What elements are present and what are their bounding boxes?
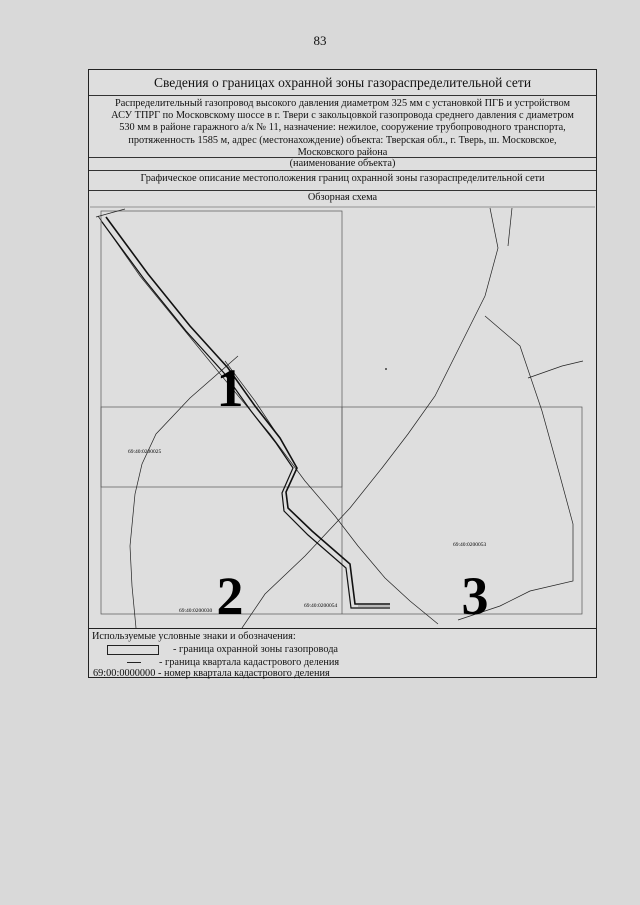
legend-title: Используемые условные знаки и обозначения: [92, 631, 296, 642]
legend-item-text: - номер квартала кадастрового деления [157, 668, 330, 679]
legend-item-text: - граница квартала кадастрового деления [159, 657, 340, 668]
overview-scheme-map [90, 206, 595, 628]
description-line: Московского района [297, 146, 388, 158]
description-line: Распределительный газопровод высокого давления диаметром 325 мм с установкой ПГБ и устройством [114, 98, 571, 109]
graphic-description-title: Графическое описание местоположения границ охранной зоны газораспределительной сети [89, 171, 596, 191]
sheet-1-frame [101, 211, 342, 487]
sheet-label-2: 2 [216, 566, 244, 626]
cadastral-label: 69:40:0200030 [179, 608, 213, 614]
cadastral-boundary-symbol [127, 662, 141, 663]
legend-item-text: - граница охранной зоны газопровода [173, 644, 339, 655]
protection-zone-boundary [106, 217, 390, 604]
object-name-caption: (наименование объекта) [89, 158, 596, 171]
sheet-label-3: 3 [461, 566, 489, 626]
sheet-label-1: 1 [216, 358, 244, 418]
cadastral-label: 69:40:0200054 [304, 603, 338, 609]
description-line: 530 мм в районе гаражного а/к № 11, назначение: нежилое, сооружение трубопроводного транспорта, [119, 122, 566, 134]
legend-item-protection-zone [93, 644, 338, 655]
overview-scheme-title: Обзорная схема [307, 192, 378, 203]
cadastral-number-symbol: 69:00:0000000 [93, 668, 156, 679]
legend-item-cadastral-boundary [93, 657, 339, 668]
sheet-2-3-frame [101, 407, 582, 614]
cadastral-boundary [96, 209, 125, 217]
document-frame [88, 69, 597, 678]
description-line: АСУ ТПРГ по Московскому шоссе в г. Твери с закольцовкой газопровода среднего давления с диаметром [111, 110, 574, 122]
page-number: 83 [313, 33, 327, 48]
cadastral-boundary [508, 208, 512, 246]
protection-zone-boundary [102, 222, 390, 608]
document-title: Сведения о границах охранной зоны газораспределительной сети [89, 70, 596, 96]
cadastral-label: 69:40:0200053 [453, 542, 487, 548]
protection-zone-symbol [107, 645, 159, 655]
cadastral-boundary [528, 361, 583, 378]
map-point [385, 368, 387, 370]
legend-item-cadastral-number [93, 668, 330, 679]
cadastral-boundary [242, 208, 498, 628]
legend [89, 628, 596, 678]
object-description [89, 96, 596, 158]
cadastral-label: 69:40:0200025 [128, 449, 162, 455]
description-line: протяженность 1585 м, адрес (местонахождение) объекта: Тверская обл., г. Тверь, ш. Московское, [128, 134, 557, 146]
